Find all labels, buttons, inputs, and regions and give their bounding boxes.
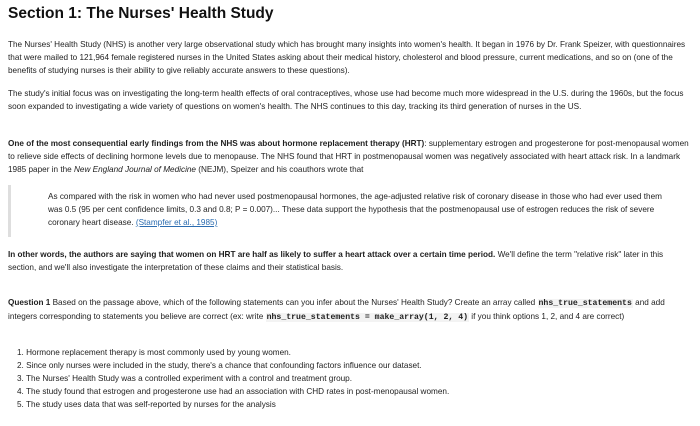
question-text-1: Based on the passage above, which of the following statements can you infer about the Nurses' Health Study? Create an array called	[50, 298, 538, 307]
quote-paragraph	[48, 190, 668, 229]
summary-bold-text: In other words, the authors are saying that women on HRT are half as likely to suffer a heart attack over a certain time period.	[8, 250, 496, 259]
section-title: Section 1: The Nurses' Health Study	[8, 5, 274, 22]
question-text-3: if you think options 1, 2, and 4 are correct)	[469, 312, 625, 321]
code-array-name: nhs_true_statements	[538, 299, 632, 308]
intro-paragraph: The Nurses' Health Study (NHS) is another very large observational study which has brought many insights into women's health. It began in 1976 by Dr. Frank Speizer, with questionnaires that were mailed to 121,964 female registered nurses in the United States asking about their medical history, cholesterol and blood pressure, current medications, and so on (one of the benefits of studying nurses is their ability to give reliably accurate answers to these questions).	[8, 40, 686, 75]
option-item: 4. The study found that estrogen and progesterone use had an association with CHD rates in post-menopausal women.	[17, 387, 450, 397]
hrt-text-2: (NEJM), Speizer and his coauthors wrote that	[196, 165, 364, 174]
quote-text: As compared with the risk in women who had never used postmenopausal hormones, the age-adjusted relative risk of coronary disease in those who had ever used them was 0.5 (95 per cent confidence limits, 0.3 and 0.8; P = 0.007)... These data support the hypothesis that the postmenopausal use of estrogen reduces the risk of severe coronary heart disease.	[48, 192, 662, 227]
option-item: 2. Since only nurses were included in the study, there's a chance that confounding factors influence our dataset.	[17, 361, 422, 371]
hrt-paragraph	[8, 137, 692, 176]
option-item: 5. The study uses data that was self-reported by nurses for the analysis	[17, 400, 276, 410]
question-label: Question 1	[8, 298, 51, 307]
blockquote	[8, 185, 692, 237]
option-item: 1. Hormone replacement therapy is most commonly used by young women.	[17, 348, 291, 357]
options-list	[8, 346, 449, 411]
option-item: 3. The Nurses' Health Study was a controlled experiment with a control and treatment group.	[17, 374, 352, 384]
question-paragraph	[8, 296, 692, 324]
hrt-text-1: : supplementary estrogen and progesterone for post-menopausal women to relieve side effects of declining hormone levels due to menopause. The NHS found that HRT in postmenopausal women was negatively associated with heart attack risk. In a landmark 1985 paper in the	[8, 139, 689, 174]
focus-paragraph: The study's initial focus was on investigating the long-term health effects of oral contraceptives, whose use had become much more widespread in the U.S. during the 1960s, but the focus soon expanded to investigating a wide variety of questions on women's health. The NHS continues to this day, tracking its third generation of nurses in the US.	[8, 89, 684, 111]
question-text-2: and add integers corresponding to statements you believe are correct (ex: write	[8, 298, 665, 321]
hrt-bold-text: One of the most consequential early findings from the NHS was about hormone replacement therapy (HRT)	[8, 139, 425, 148]
summary-text: We'll define the term "relative risk" later in this section, and we'll also investigate the interpretation of these claims and their statistical basis.	[8, 250, 664, 272]
journal-name: New England Journal of Medicine	[74, 165, 196, 174]
summary-paragraph	[8, 248, 692, 274]
code-example: nhs_true_statements = make_array(1, 2, 4)	[266, 313, 469, 322]
citation-link[interactable]: (Stampfer et al., 1985)	[135, 218, 218, 227]
